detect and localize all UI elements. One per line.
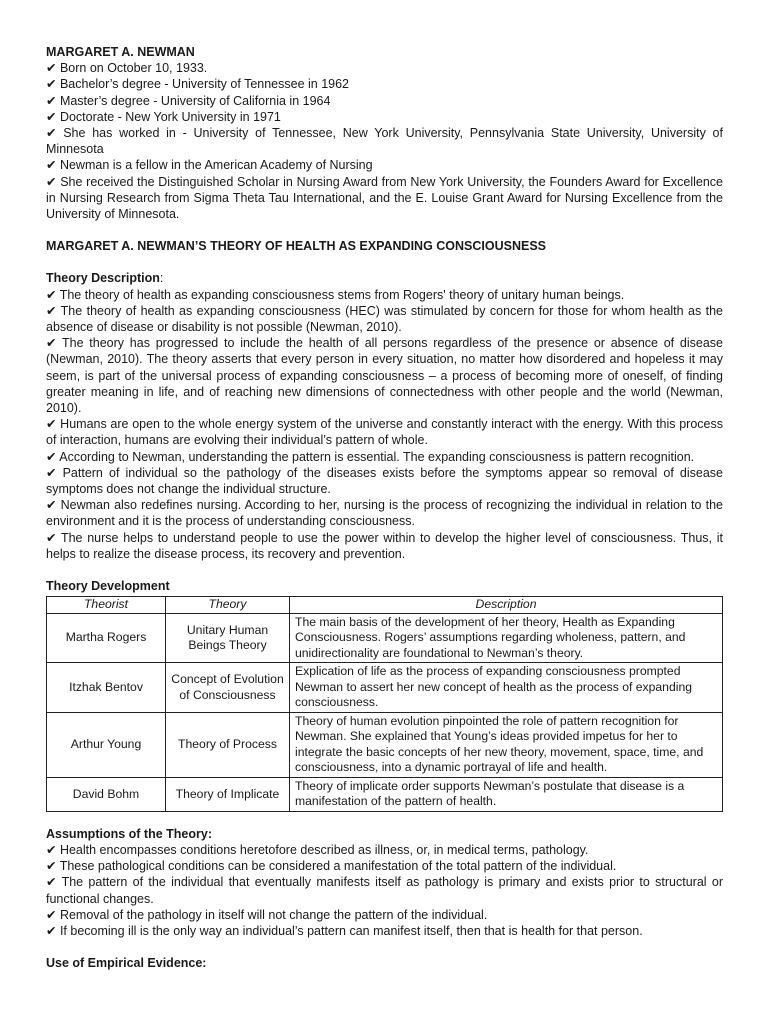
description-list [46,287,723,562]
description-label-line [46,270,723,286]
description-item: ✔ The nurse helps to understand people to use the power within to develop the higher level of consciousness. Thus, it helps to realize the disease process, its recovery and prevention. [46,530,723,561]
empirical-label: Use of Empirical Evidence: [46,956,207,971]
assumption-item: ✔ These pathological conditions can be considered a manifestation of the total pattern of the individual. [46,859,617,874]
column-header-theorist: Theorist [47,597,166,614]
bio-item: ✔ Born on October 10, 1933. [46,61,208,76]
theory-cell: Theory of Process [166,712,290,777]
document-page [46,44,723,971]
bio-item: ✔ Newman is a fellow in the American Academy of Nursing [46,158,373,173]
assumptions-list [46,842,723,939]
table-row [47,613,723,663]
column-header-description: Description [290,597,723,614]
assumption-item: ✔ If becoming ill is the only way an individual’s pattern can manifest itself, then that is health for that person. [46,924,643,939]
description-item: ✔ According to Newman, understanding the pattern is essential. The expanding consciousness is pattern recognition. [46,449,695,464]
assumption-item: ✔ Health encompasses conditions heretofore described as illness, or, in medical terms, pathology. [46,843,589,857]
description-label-suffix: : [159,271,164,286]
bio-list [46,60,723,222]
bio-item: ✔ Doctorate - New York University in 1971 [46,109,281,124]
theory-cell: Concept of Evolution of Consciousness [166,663,290,713]
description-item: ✔ Humans are open to the whole energy system of the universe and constantly interact with the energy. With this process of interaction, humans are evolving their individual’s pattern of whole. [46,417,723,448]
theory-cell: Unitary Human Beings Theory [166,613,290,663]
description-item: ✔ Pattern of individual so the pathology of the diseases exists before the symptoms appear so removal of disease symptoms does not change the individual structure. [46,465,723,497]
theory-development-table [46,596,723,812]
theory-heading: MARGARET A. NEWMAN’S THEORY OF HEALTH AS EXPANDING CONSCIOUSNESS [46,239,547,254]
bio-item: ✔ She received the Distinguished Scholar in Nursing Award from New York University, the Founders Award for Excellence in Nursing Research from Sigma Theta Tau International, and the E. Louise Grant Award for Nursing Excellence from the University of Minnesota. [46,174,723,222]
description-cell: The main basis of the development of her theory, Health as Expanding Consciousness. Rogers’ assumptions regarding wholeness, pattern, and unidirectionality are foundational to Newman’s theory. [290,613,723,663]
bio-item: ✔ Bachelor’s degree - University of Tennessee in 1962 [46,77,350,92]
description-item: ✔ The theory of health as expanding consciousness stems from Rogers' theory of unitary human beings. [46,287,625,302]
table-header-row [47,597,723,614]
description-item: ✔ The theory of health as expanding consciousness (HEC) was stimulated by concern for those for whom health as the absence of disease or disability is not possible (Newman, 2010). [46,303,723,335]
theorist-cell: David Bohm [47,777,166,811]
theorist-cell: Arthur Young [47,712,166,777]
bio-heading: MARGARET A. NEWMAN [46,45,195,59]
bio-item: ✔ Master’s degree - University of California in 1964 [46,93,331,108]
table-row [47,712,723,777]
theorist-cell: Itzhak Bentov [47,663,166,713]
table-row [47,663,723,713]
development-label: Theory Development [46,579,170,594]
description-cell: Theory of human evolution pinpointed the role of pattern recognition for Newman. She explained that Young’s ideas provided impetus for her to integrate the basic concepts of her new theory, movement, space, time, and consciousness, into a dynamic portrayal of life and health. [290,712,723,777]
theorist-cell: Martha Rogers [47,613,166,663]
description-item: ✔ Newman also redefines nursing. According to her, nursing is the process of recognizing the individual in relation to the environment and it is the process of understanding consciousness. [46,498,723,529]
description-cell: Explication of life as the process of expanding consciousness prompted Newman to assert her new concept of health as the process of expanding consciousness. [290,663,723,713]
description-item: ✔ The theory has progressed to include the health of all persons regardless of the presence or absence of disease (Newman, 2010). The theory asserts that every person in every situation, no matter how disordered and hopeless it may seem, is part of the universal process of expanding consciousness – a process of becoming more of oneself, of finding greater meaning in life, and of reaching new dimensions of connectedness with other people and the world (Newman, 2010). [46,336,723,416]
assumptions-label: Assumptions of the Theory: [46,826,212,841]
bio-item: ✔ She has worked in - University of Tennessee, New York University, Pennsylvania State University, University of Minnesota [46,126,723,157]
column-header-theory: Theory [166,597,290,614]
assumption-item: ✔ The pattern of the individual that eventually manifests itself as pathology is primary and exists prior to structural or functional changes. [46,875,723,906]
assumption-item: ✔ Removal of the pathology in itself will not change the pattern of the individual. [46,907,488,922]
table-row [47,777,723,811]
description-label: Theory Description [46,271,160,286]
description-cell: Theory of implicate order supports Newman’s postulate that disease is a manifestation of the pattern of health. [290,777,723,811]
theory-cell: Theory of Implicate [166,777,290,811]
